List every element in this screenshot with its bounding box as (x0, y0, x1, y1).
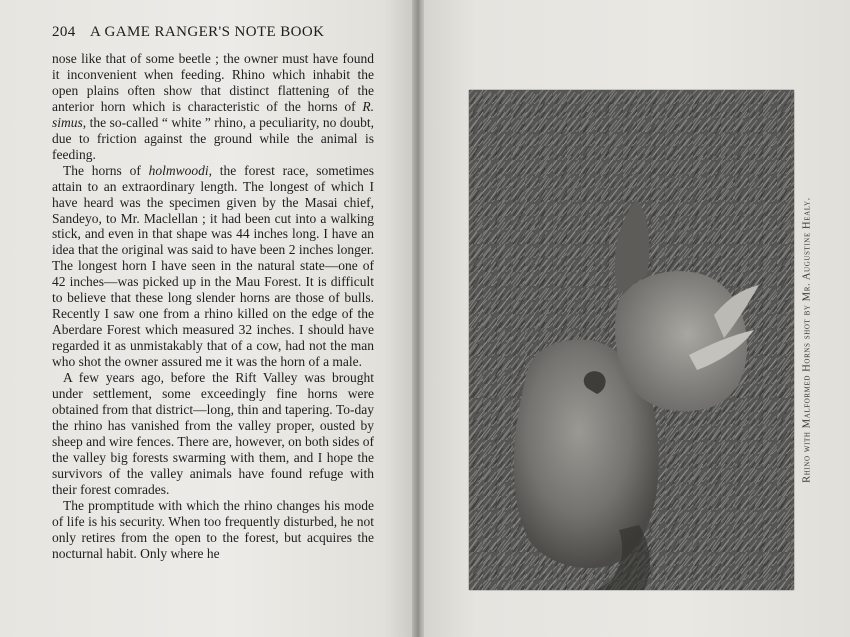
body-paragraph (52, 51, 374, 163)
left-page (0, 0, 418, 637)
text-run: , the so-called “ white ” rhino, a peculiarity, no doubt, due to friction against the ground while the animal is feeding. (52, 114, 374, 162)
italic-text: R. simus (52, 98, 374, 130)
page-number: 204 (52, 24, 76, 40)
body-text (52, 51, 374, 562)
rhino-photograph (469, 90, 794, 590)
body-paragraph (52, 163, 374, 370)
body-paragraph (52, 498, 374, 562)
photo-plate (469, 90, 794, 590)
running-title: A GAME RANGER'S NOTE BOOK (90, 24, 325, 40)
text-run: nose like that of some beetle ; the owner must have found it inconvenient when feeding. Rhino which inhabit the open plains often show that distinct flattening of the anterior horn which is characteristic of the horns of (52, 51, 374, 114)
text-run: A few years ago, before the Rift Valley was brought under settlement, some exceedingly fine horns were obtained from that district—long, thin and tapering. To-day the rhino has vanished from the valley proper, ousted by sheep and wire fences. There are, however, on both sides of the valley big forests swarming with them, and I hope the survivors of the valley animals have found refuge with their forest comrades. (52, 370, 374, 497)
text-run: , the forest race, sometimes attain to an extraordinary length. The longest of which I have heard was the specimen given by the Masai chief, Sandeyo, to Mr. Maclellan ; it had been cut into a walking stick, and even in that shape was 44 inches long. I have an idea that the original was said to have been 2 inches longer. The longest horn I have seen in the natural state—one of 42 inches—was picked up in the Mau Forest. It is difficult to believe that these long slender horns are those of bulls. Recently I saw one from a rhino killed on the edge of the Aberdare Forest which measured 32 inches. I should have regarded it as unmistakably that of a cow, had not the man who shot the owner assured me it was the horn of a male. (52, 162, 375, 370)
text-run: The horns of (63, 162, 149, 178)
running-head (52, 24, 382, 44)
body-paragraph (52, 370, 374, 498)
italic-text: holmwoodi (148, 162, 209, 178)
caption-text: Rhino with Malformed Horns shot by Mr. Augustine Healy. (801, 197, 813, 483)
text-run: The promptitude with which the rhino changes his mode of life is his security. When too frequently disturbed, he not only retires from the open to the forest, but acquires the nocturnal habit. Only where he (52, 497, 374, 561)
